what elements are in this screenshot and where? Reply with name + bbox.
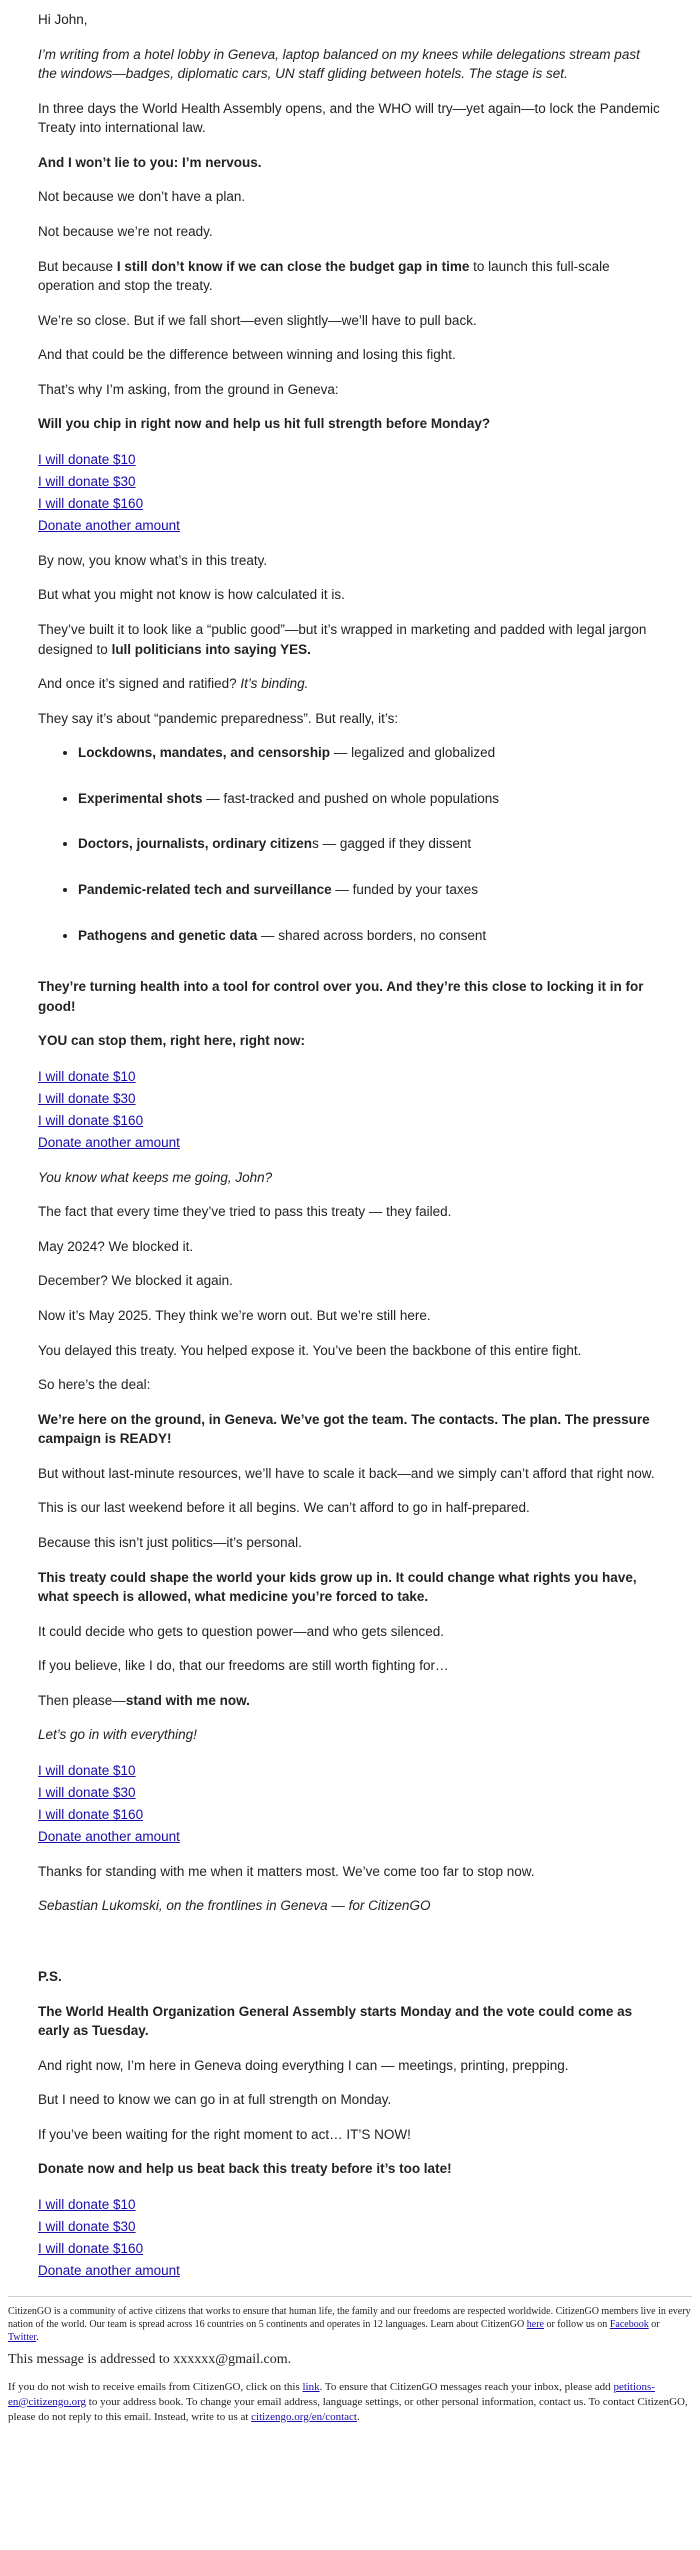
spacer — [38, 1931, 662, 1967]
december-paragraph: December? We blocked it again. — [38, 1273, 233, 1289]
say-paragraph: They say it’s about “pandemic preparedness”. But really, it’s: — [38, 710, 399, 726]
shape-paragraph: This treaty could shape the world your kids grow up in. It could change what rights you have, what speech is allowed, what medicine you’re forced to take. — [38, 1569, 637, 1605]
bullet-item: • Pandemic-related tech and surveillance — funded by your taxes — [78, 880, 662, 900]
donate-links-4 — [38, 2194, 662, 2282]
donate-other-link[interactable]: Donate another amount — [38, 2262, 180, 2278]
donate-30-link[interactable]: I will donate $30 — [38, 1784, 136, 1800]
donate-160-link[interactable]: I will donate $160 — [38, 1112, 144, 1128]
close-paragraph: We’re so close. But if we fall short—even slightly—we’ll have to pull back. — [38, 312, 477, 328]
ps-need-paragraph: But I need to know we can go in at full strength on Monday. — [38, 2092, 392, 2108]
donate-links-3 — [38, 1760, 662, 1848]
bullet-item: • Doctors, journalists, ordinary citizens — gagged if they dissent — [78, 834, 662, 854]
donate-160-link[interactable]: I will donate $160 — [38, 1806, 144, 1822]
thanks-paragraph: Thanks for standing with me when it matters most. We’ve come too far to stop now. — [38, 1863, 535, 1879]
may2024-paragraph: May 2024? We blocked it. — [38, 1238, 194, 1254]
donate-30-link[interactable]: I will donate $30 — [38, 473, 136, 489]
failed-paragraph: The fact that every time they’ve tried to pass this treaty — they failed. — [38, 1204, 452, 1220]
weekend-paragraph: This is our last weekend before it all begins. We can’t afford to go in half-prepared. — [38, 1500, 530, 1516]
donate-10-link[interactable]: I will donate $10 — [38, 1762, 136, 1778]
believe-paragraph: If you believe, like I do, that our freedoms are still worth fighting for… — [38, 1658, 449, 1674]
ps-here-paragraph: And right now, I’m here in Geneva doing everything I can — meetings, printing, prepping. — [38, 2057, 569, 2073]
contact-link[interactable]: citizengo.org/en/contact — [251, 2410, 357, 2423]
signed-paragraph: And once it’s signed and ratified? It’s binding. — [38, 676, 309, 692]
donate-links-2 — [38, 1066, 662, 1154]
ps-who-paragraph: The World Health Organization General Assembly starts Monday and the vote could come as early as Tuesday. — [38, 2003, 633, 2039]
deal-paragraph: So here’s the deal: — [38, 1377, 151, 1393]
ready-paragraph: Not because we’re not ready. — [38, 223, 213, 239]
donate-other-link[interactable]: Donate another amount — [38, 1828, 180, 1844]
you-can-paragraph: YOU can stop them, right here, right now: — [38, 1033, 306, 1049]
lets-go-paragraph: Let’s go in with everything! — [38, 1727, 197, 1743]
public-good-paragraph: They’ve built it to look like a “public good”—but it’s wrapped in marketing and padded with legal jargon designed to lull politicians into saying YES. — [38, 622, 647, 657]
turning-paragraph: They’re turning health into a tool for control over you. And they’re this close to locking it in for good! — [38, 979, 644, 1014]
assembly-paragraph: In three days the World Health Assembly opens, and the WHO will try—yet again—to lock the Pandemic Treaty into international law. — [38, 100, 660, 136]
ground-paragraph: We’re here on the ground, in Geneva. We’ve got the team. The contacts. The plan. The pressure campaign is READY! — [38, 1411, 650, 1447]
calculated-paragraph: But what you might not know is how calculated it is. — [38, 587, 345, 603]
donate-other-link[interactable]: Donate another amount — [38, 517, 180, 533]
know-paragraph: By now, you know what’s in this treaty. — [38, 552, 268, 568]
donate-30-link[interactable]: I will donate $30 — [38, 1090, 136, 1106]
donate-160-link[interactable]: I will donate $160 — [38, 495, 144, 511]
difference-paragraph: And that could be the difference between winning and losing this fight. — [38, 347, 456, 363]
signature: Sebastian Lukomski, on the frontlines in Geneva — for CitizenGO — [38, 1898, 431, 1914]
keeps-going-paragraph: You know what keeps me going, John? — [38, 1169, 273, 1185]
greeting: Hi John, — [38, 12, 88, 27]
budget-paragraph: But because I still don’t know if we can close the budget gap in time to launch this full-scale operation and stop the treaty. — [38, 258, 610, 294]
sender-email-link[interactable]: petitions-en@citizengo.org — [8, 2380, 655, 2408]
plan-paragraph: Not because we don’t have a plan. — [38, 189, 246, 205]
twitter-link[interactable]: Twitter — [8, 2331, 37, 2343]
treaty-bullets — [38, 743, 662, 945]
addressed-to: This message is addressed to xxxxxx@gmail.com. — [8, 2351, 292, 2367]
question-paragraph: It could decide who gets to question power—and who gets silenced. — [38, 1623, 445, 1639]
donate-10-link[interactable]: I will donate $10 — [38, 2196, 136, 2212]
donate-10-link[interactable]: I will donate $10 — [38, 451, 136, 467]
scale-paragraph: But without last-minute resources, we’ll have to scale it back—and we simply can’t afford that right now. — [38, 1465, 655, 1481]
donate-other-link[interactable]: Donate another amount — [38, 1134, 180, 1150]
asking-paragraph: That’s why I’m asking, from the ground in Geneva: — [38, 381, 339, 397]
intro-paragraph: I’m writing from a hotel lobby in Geneva, laptop balanced on my knees while delegations stream past the windows—badges, diplomatic cars, UN staff gliding between hotels. The stage is set. — [38, 46, 640, 82]
ps-label: P.S. — [38, 1969, 62, 1984]
facebook-link[interactable]: Facebook — [609, 2318, 649, 2330]
personal-paragraph: Because this isn’t just politics—it’s personal. — [38, 1534, 302, 1550]
chip-in-paragraph: Will you chip in right now and help us hit full strength before Monday? — [38, 416, 491, 432]
footer — [0, 2305, 700, 2425]
donate-10-link[interactable]: I will donate $10 — [38, 1068, 136, 1084]
donate-30-link[interactable]: I will donate $30 — [38, 2218, 136, 2234]
delayed-paragraph: You delayed this treaty. You helped expose it. You’ve been the backbone of this entire fight. — [38, 1342, 582, 1358]
bullet-item: • Experimental shots — fast-tracked and pushed on whole populations — [78, 789, 662, 809]
then-paragraph: Then please—stand with me now. — [38, 1692, 250, 1708]
unsubscribe-link[interactable]: link — [302, 2380, 320, 2393]
bullet-item: • Lockdowns, mandates, and censorship — legalized and globalized — [78, 743, 662, 763]
footer-blurb: CitizenGO is a community of active citizens that works to ensure that human life, the family and our freedoms are respected worldwide. CitizenGO members live in every nation of the world. Our team is spread across 16 countries on 5 continents and operates in 12 languages. Learn about CitizenGO here or follow us on Facebook or Twitter. — [8, 2305, 691, 2343]
ps-donate-now-paragraph: Donate now and help us beat back this treaty before it’s too late! — [38, 2161, 452, 2177]
nervous-paragraph: And I won’t lie to you: I’m nervous. — [38, 154, 262, 170]
may2025-paragraph: Now it’s May 2025. They think we’re worn out. But we’re still here. — [38, 1308, 431, 1323]
ps-waiting-paragraph: If you’ve been waiting for the right moment to act… IT’S NOW! — [38, 2126, 411, 2142]
donate-links-1 — [38, 449, 662, 537]
bullet-item: • Pathogens and genetic data — shared across borders, no consent — [78, 926, 662, 946]
learn-more-link[interactable]: here — [526, 2318, 544, 2330]
unsubscribe-notice: If you do not wish to receive emails from CitizenGO, click on this link. To ensure that CitizenGO messages reach your inbox, please add petitions-en@citizengo.org to your address book. To change your email address, language settings, or other personal information, contact us. To contact CitizenGO, please do not reply to this email. Instead, write to us at citizengo.org/en/contact. — [8, 2380, 688, 2423]
footer-divider — [8, 2296, 692, 2297]
donate-160-link[interactable]: I will donate $160 — [38, 2240, 144, 2256]
